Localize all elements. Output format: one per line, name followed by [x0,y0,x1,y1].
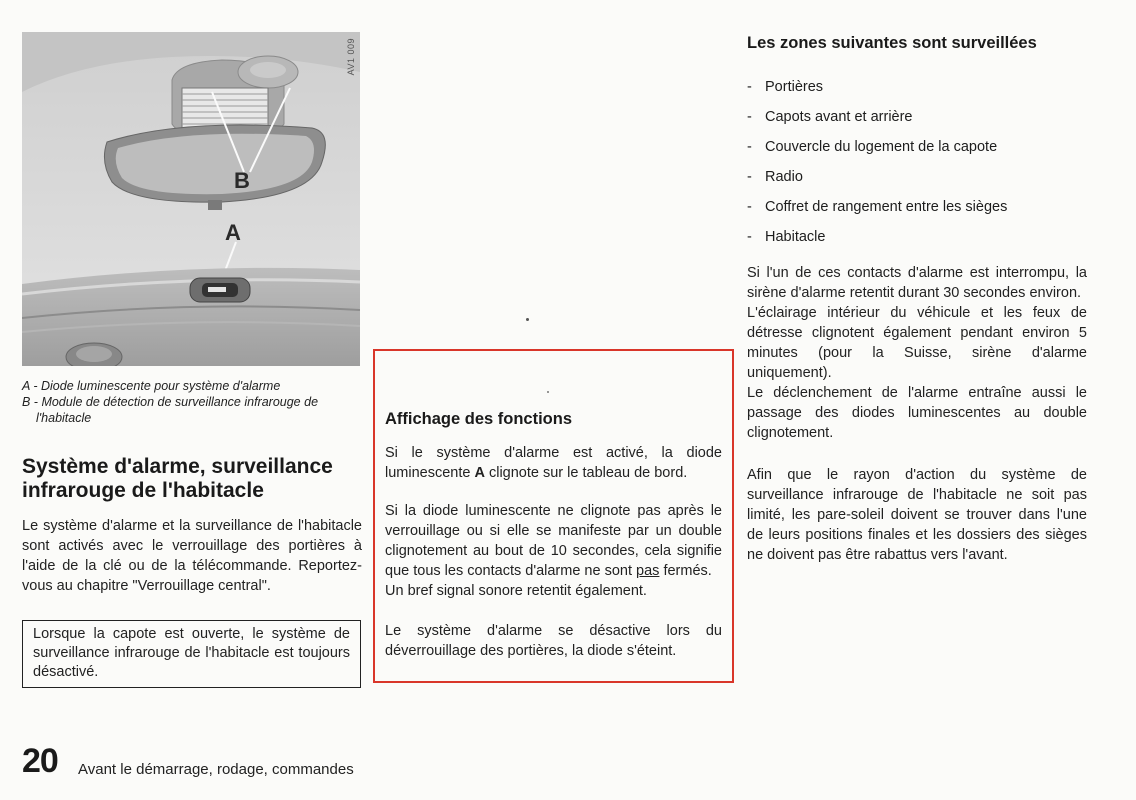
interior-illustration [22,32,360,366]
illustration-drawing [22,32,360,366]
caption-b: B - Module de détection de surveillance infrarouge de l'habitacle [22,395,319,425]
decorative-dot [547,391,549,393]
zone-item: - Portières [747,72,1007,102]
functions-p1-bold: A [474,465,485,481]
zone-item: - Habitacle [747,222,1007,252]
zones-list [747,72,1007,252]
functions-p1-after: clignote sur le tableau de bord. [488,465,688,481]
functions-paragraph-3: Un bref signal sonore retentit également. [385,583,647,599]
right-paragraph-3: Le déclenchement de l'alarme entraîne aussi le passage des diodes luminescentes au double clignotement. [747,385,1087,441]
zone-item: - Radio [747,162,1007,192]
functions-paragraph-1 [385,443,722,483]
functions-p2-underline: pas [636,563,660,579]
figure-caption [22,378,362,426]
footer-chapter-title: Avant le démarrage, rodage, commandes [78,761,354,778]
zone-item: - Couvercle du logement de la capote [747,132,1007,162]
section-title: Système d'alarme, surveillance infrarouge de l'habitacle [22,455,333,502]
functions-title: Affichage des fonctions [385,410,573,428]
stray-dot [526,318,529,321]
note-box [22,620,361,688]
functions-p2-after: fermés. [663,563,712,579]
right-paragraph-2: L'éclairage intérieur du véhicule et les feux de détresse clignotent également pendant environ 5 minutes (pour la Suisse, sirène d'alarme uniquement). [747,305,1087,381]
zones-title: Les zones suivantes sont surveillées [747,34,1037,52]
figure-label-a: A [225,220,241,245]
functions-p1-before: Si le système d'alarme est activé, la diode luminescente [385,445,722,481]
right-column-text [747,263,1087,565]
zone-item: - Capots avant et arrière [747,102,1007,132]
zone-item: - Coffret de rangement entre les sièges [747,192,1007,222]
right-paragraph-1: Si l'un de ces contacts d'alarme est interrompu, la sirène d'alarme retentit durant 30 secondes environ. [747,265,1087,301]
functions-paragraph-2 [385,501,722,581]
figure-label-b: B [234,168,250,193]
caption-a: A - Diode luminescente pour système d'alarme [22,379,281,393]
note-text: Lorsque la capote est ouverte, le système de surveillance infrarouge de l'habitacle est toujours désactivé. [33,626,350,680]
intro-paragraph: Le système d'alarme et la surveillance de l'habitacle sont activés avec le verrouillage des portières à l'aide de la clé ou de la télécommande. Reportez-vous au chapitre "Verrouillage central". [22,518,362,594]
page-number: 20 [22,742,58,780]
functions-p2-before: Si la diode luminescente ne clignote pas après le verrouillage ou si elle se manifeste par un double clignotement au bout de 10 secondes, cela signifie que tous les contacts d'alarme ne sont [385,503,722,579]
functions-paragraph-4: Le système d'alarme se désactive lors du déverrouillage des portières, la diode s'éteint. [385,623,722,659]
figure-code: AV1 009 [346,38,356,76]
right-paragraph-4: Afin que le rayon d'action du système de surveillance infrarouge de l'habitacle ne soit pas limité, les pare-soleil doivent se trouver dans l'une de leurs positions finales et les dossiers des sièges ne doivent pas être rabattus vers l'avant. [747,467,1087,563]
functions-box [373,349,734,683]
